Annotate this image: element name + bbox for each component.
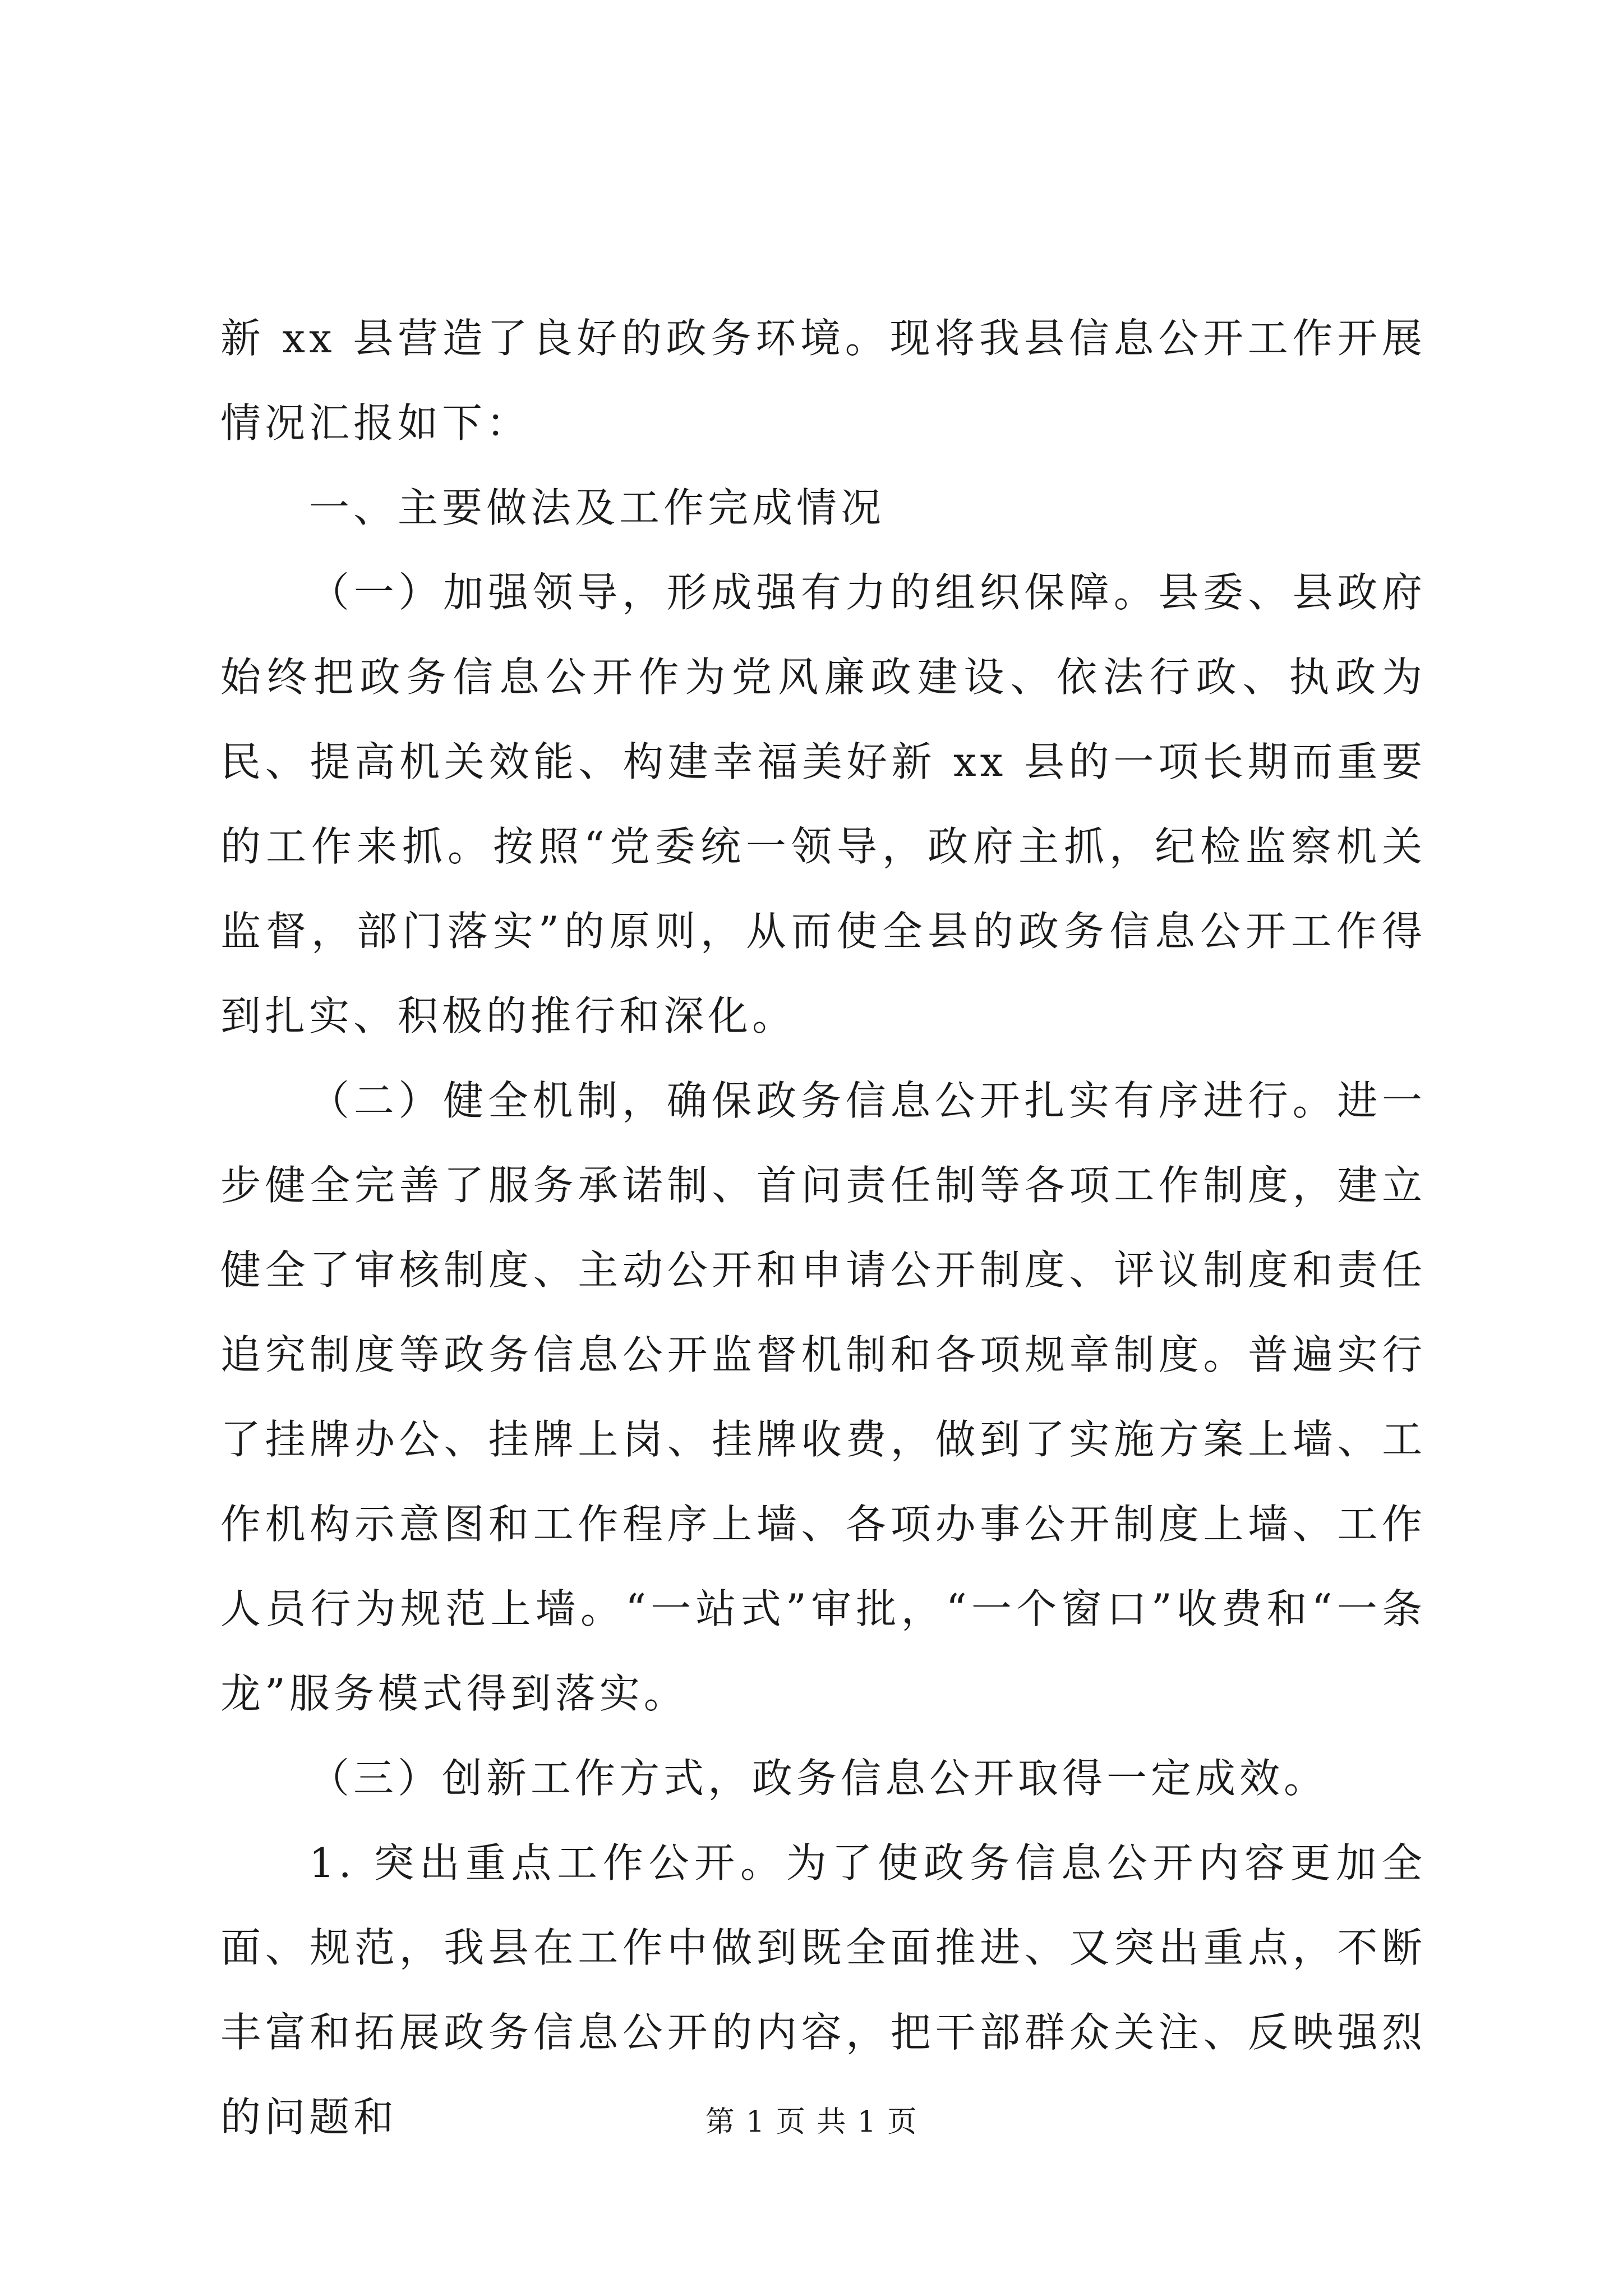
paragraph-mechanism: （二）健全机制，确保政务信息公开扎实有序进行。进一步健全完善了服务承诺制、首问责任制等各项工作制度，建立健全了审核制度、主动公开和申请公开制度、评议制度和责任追究制度等政务信息公开监督机制和各项规章制度。普遍实行了挂牌办公、挂牌上岗、挂牌收费，做到了实施方案上墙、工作机构示意图和工作程序上墙、各项办事公开制度上墙、工作人员行为规范上墙。“一站式”审批，“一个窗口”收费和“一条龙”服务模式得到落实。 bbox=[220, 1077, 1426, 1717]
document-body bbox=[220, 296, 1426, 2160]
paragraph-leadership: （一）加强领导，形成强有力的组织保障。县委、县政府始终把政务信息公开作为党风廉政建设、依法行政、执政为民、提高机关效能、构建幸福美好新 xx 县的一项长期而重要的工作来抓。按照“党委统一领导，政府主抓，纪检监察机关监督，部门落实”的原则，从而使全县的政务信息公开工作得到扎实、积极的推行和深化。 bbox=[220, 569, 1426, 1039]
section-heading-1: 一、主要做法及工作完成情况 bbox=[309, 484, 886, 531]
paragraph-key-work: 1. 突出重点工作公开。为了使政务信息公开内容更加全面、规范，我县在工作中做到既全面推进、又突出重点，不断丰富和拓展政务信息公开的内容，把干部群众关注、反映强烈的问题和 bbox=[220, 1839, 1426, 2141]
page-footer: 第 1 页 共 1 页 bbox=[705, 2105, 918, 2139]
paragraph-innovation-heading: （三）创新工作方式，政务信息公开取得一定成效。 bbox=[309, 1755, 1329, 1802]
paragraph-intro: 新 xx 县营造了良好的政务环境。现将我县信息公开工作开展情况汇报如下： bbox=[220, 315, 1426, 447]
